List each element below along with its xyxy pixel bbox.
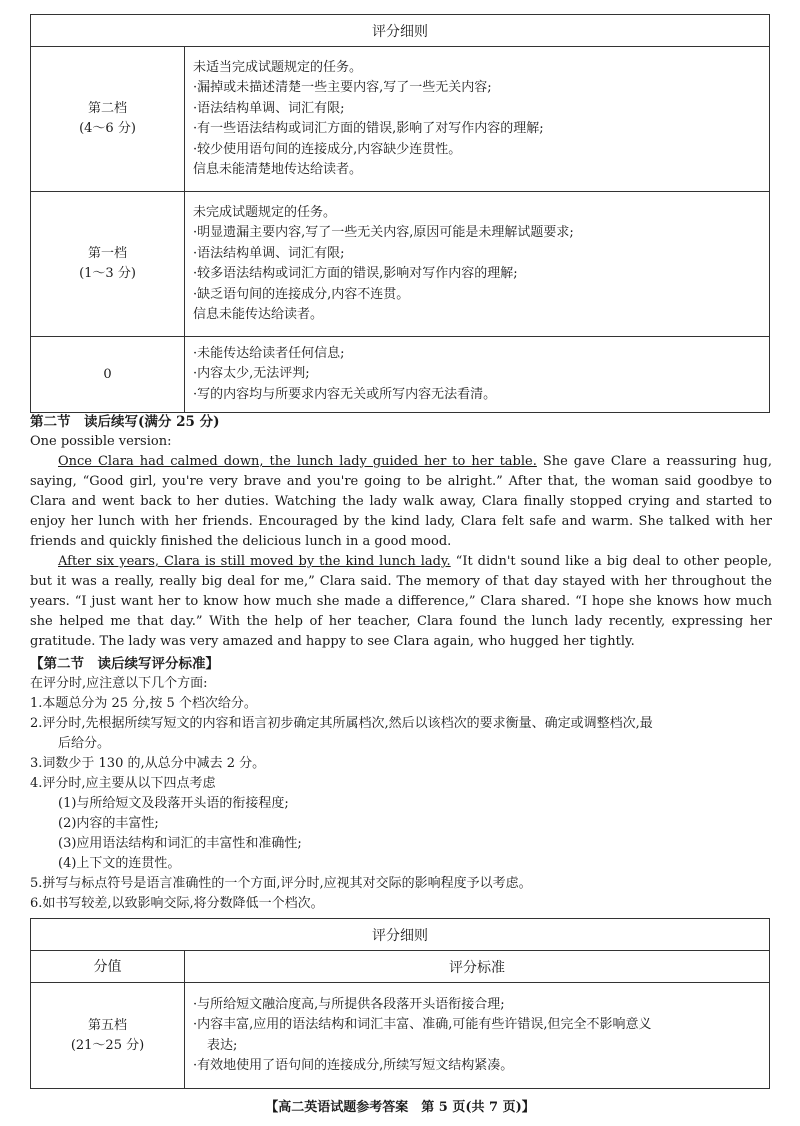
table-header-row [31,919,770,951]
table-header: 评分细则 [31,15,770,47]
criteria-line: ·明显遗漏主要内容,写了一些无关内容,原因可能是未理解试题要求; [193,225,574,240]
scoring-criteria [30,654,772,914]
level-name: 第一档 [87,246,127,261]
level-range: (21～25 分) [70,1037,145,1053]
criteria-title: 【第二节 读后续写评分标准】 [30,656,219,672]
criteria-line: ·与所给短文融洽度高,与所提供各段落开头语衔接合理; [193,996,505,1012]
table-row [31,337,770,413]
level-cell [31,47,185,192]
criteria-line: ·内容太少,无法评判; [193,366,310,382]
underlined-opening-sentence: Once Clara had calmed down, the lunch lady guided her to her table. [58,454,537,469]
column-header-score: 分值 [31,951,185,983]
criteria-subitem: (2)内容的丰富性; [58,816,159,831]
level-cell [31,337,185,413]
level-name: 0 [103,366,112,382]
section-2-content [30,412,772,652]
criteria-line: ·有效地使用了语句间的连接成分,所续写短文结构紧凑。 [193,1058,514,1073]
criteria-item-2-cont: 后给分。 [58,736,111,751]
level-range: (4～6 分) [79,121,136,136]
version-label: One possible version: [30,434,172,449]
criteria-line: 信息未能清楚地传达给读者。 [193,162,363,177]
level-cell [31,192,185,337]
essay-paragraph-2 [30,552,772,652]
column-header-row [31,951,770,983]
criteria-cell [185,47,770,192]
criteria-item-2: 2.评分时,先根据所续写短文的内容和语言初步确定其所属档次,然后以该档次的要求衡量、确定或调整档次,最 [30,716,653,731]
criteria-intro: 在评分时,应注意以下几个方面: [30,676,208,691]
table-row [31,983,770,1089]
table-header-row [31,15,770,47]
criteria-line: ·写的内容均与所要求内容无关或所写内容无法看清。 [193,386,497,402]
criteria-line-cont: 表达; [207,1037,238,1053]
criteria-cell [185,337,770,413]
scoring-table-2 [30,918,770,1089]
criteria-subitem: (4)上下文的连贯性。 [58,856,181,871]
criteria-line: ·有一些语法结构或词汇方面的错误,影响了对写作内容的理解; [193,121,544,136]
criteria-line: 信息未能传达给读者。 [193,307,324,322]
criteria-cell [185,192,770,337]
criteria-subitem: (3)应用语法结构和词汇的丰富性和准确性; [58,836,302,851]
section-title: 第二节 读后续写(满分 25 分) [30,414,220,430]
level-cell [31,983,185,1089]
scoring-table-1 [30,14,770,413]
criteria-line: ·语法结构单调、词汇有限; [193,245,345,261]
criteria-line: ·较多语法结构或词汇方面的错误,影响对写作内容的理解; [193,266,518,281]
paragraph-text: She gave Clare a reassuring hug, saying, “Good girl, you're very brave and you're going to be alright.” After that, the woman said goodbye to Clara and went back to her duties. Watching the lady walk away, Clara finally stopped crying and started to enjoy her lunch with her friends. Encouraged by the kind lady, Clara felt safe and warm. She talked with her friends and quickly finished the delicious lunch in a good mood. [30,454,773,549]
criteria-item-6: 6.如书写较差,以致影响交际,将分数降低一个档次。 [30,896,324,911]
table-row [31,47,770,192]
essay-paragraph-1 [30,452,772,552]
paragraph-text: “It didn't sound like a big deal to other people, but it was a really, really big deal for me,” Clara said. The memory of that day stayed with her throughout the years. “I just want her to know how much she made a difference,” Clara shared. “I hope she knows how much she helped me that day.” With the help of her teacher, Clara found the lunch lady recently, expressing her gratitude. The lady was very amazed and happy to see Clara again, who hugged her tightly. [30,554,772,649]
criteria-line: ·语法结构单调、词汇有限; [193,100,345,116]
criteria-item-5: 5.拼写与标点符号是语言准确性的一个方面,评分时,应视其对交际的影响程度予以考虑。 [30,876,532,891]
criteria-cell [185,983,770,1089]
criteria-item-1: 1.本题总分为 25 分,按 5 个档次给分。 [30,696,257,711]
criteria-line: 未适当完成试题规定的任务。 [193,59,363,75]
column-header-standard: 评分标准 [185,951,770,983]
criteria-line: ·内容丰富,应用的语法结构和词汇丰富、准确,可能有些许错误,但完全不影响意义 [193,1017,652,1032]
level-range: (1～3 分) [79,266,136,281]
criteria-item-4: 4.评分时,应主要从以下四点考虑 [30,776,216,791]
criteria-subitem: (1)与所给短文及段落开头语的衔接程度; [58,796,289,811]
criteria-line: 未完成试题规定的任务。 [193,204,337,220]
table-row [31,192,770,337]
underlined-opening-sentence: After six years, Clara is still moved by the kind lunch lady. [58,554,451,569]
level-name: 第二档 [87,101,127,116]
criteria-item-3: 3.词数少于 130 的,从总分中减去 2 分。 [30,756,266,771]
criteria-line: ·缺乏语句间的连接成分,内容不连贯。 [193,286,410,302]
criteria-line: ·较少使用语句间的连接成分,内容缺少连贯性。 [193,141,462,157]
level-name: 第五档 [87,1017,127,1033]
page-footer: 【高二英语试题参考答案 第 5 页(共 7 页)】 [265,1100,535,1115]
table-header: 评分细则 [31,919,770,951]
criteria-line: ·漏掉或未描述清楚一些主要内容,写了一些无关内容; [193,80,492,95]
criteria-line: ·未能传达给读者任何信息; [193,345,345,361]
